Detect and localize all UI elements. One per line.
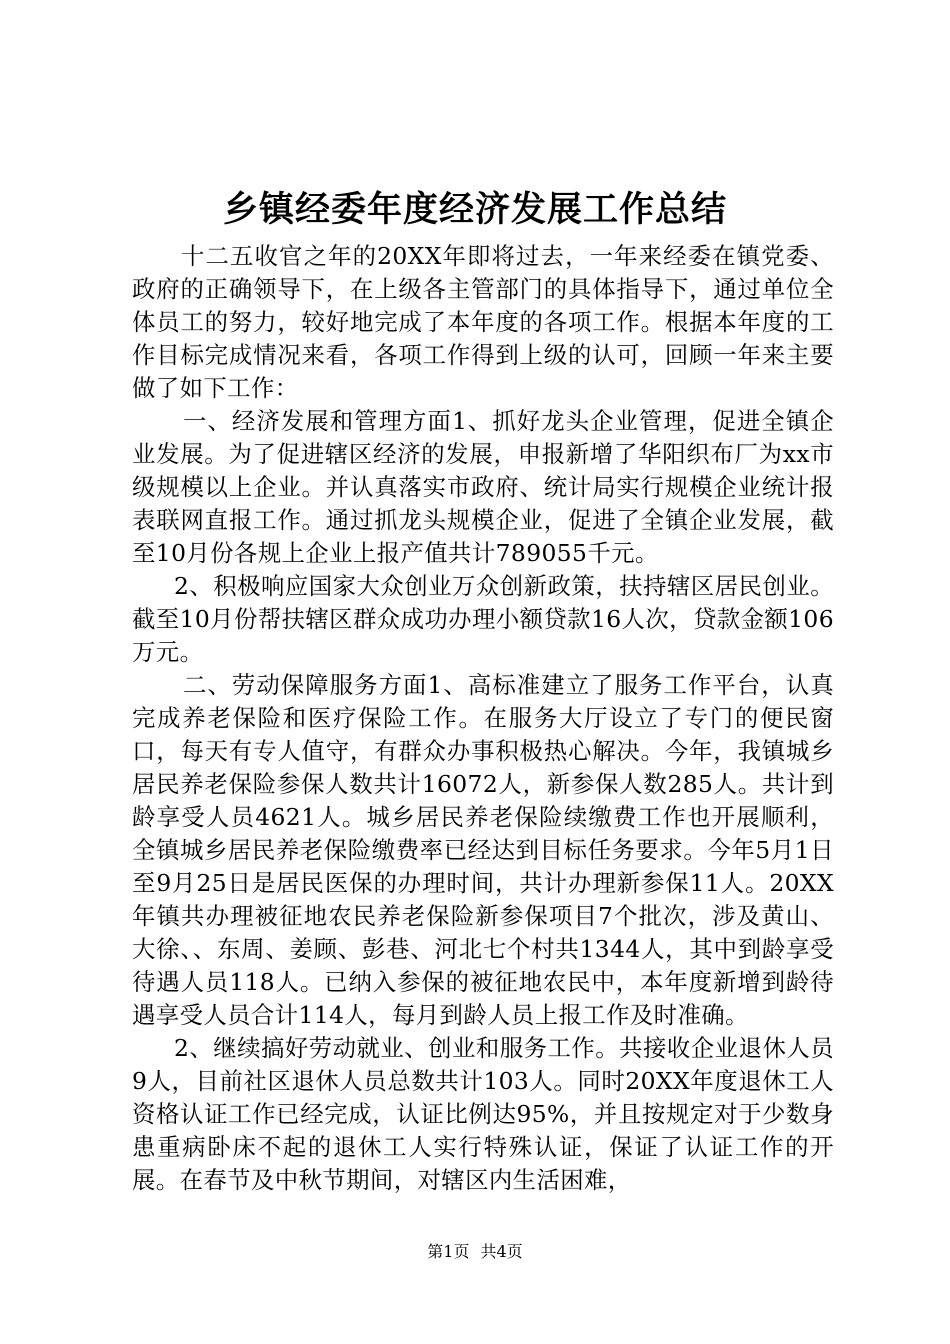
page-total: 共4页 <box>480 1242 523 1261</box>
page-number: 第1页 <box>427 1242 470 1261</box>
paragraph-intro: 十二五收官之年的20XX年即将过去，一年来经委在镇党委、政府的正确领导下，在上级各主管部门的具体指导下，通过单位全体员工的努力，较好地完成了本年度的各项工作。根据本年度的工作目标完成情况来看，各项工作得到上级的认可，回顾一年来主要做了如下工作： <box>132 242 834 402</box>
document-title: 乡镇经委年度经济发展工作总结 <box>222 189 727 230</box>
paragraph-economic-development: 一、经济发展和管理方面1、抓好龙头企业管理，促进全镇企业发展。为了促进辖区经济的发展，申报新增了华阳织布厂为xx市级规模以上企业。并认真落实市政府、统计局实行规模企业统计报表联网直报工作。通过抓龙头规模企业，促进了全镇企业发展，截至10月份各规上企业上报产值共计789055千元。 <box>132 407 834 567</box>
paragraph-entrepreneurship: 2、积极响应国家大众创业万众创新政策，扶持辖区居民创业。截至10月份帮扶辖区群众成功办理小额贷款16人次，贷款金额106万元。 <box>132 572 834 666</box>
paragraph-employment-services: 2、继续搞好劳动就业、创业和服务工作。共接收企业退休人员9人，目前社区退休人员总数共计103人。同时20XX年度退休工人资格认证工作已经完成，认证比例达95%，并且按规定对于少数身患重病卧床不起的退休工人实行特殊认证，保证了认证工作的开展。在春节及中秋节期间，对辖区内生活困难， <box>132 1034 834 1194</box>
paragraph-labor-security: 二、劳动保障服务方面1、高标准建立了服务工作平台，认真完成养老保险和医疗保险工作。在服务大厅设立了专门的便民窗口，每天有专人值守，有群众办事积极热心解决。今年，我镇城乡居民养老保险参保人数共计16072人，新参保人数285人。共计到龄享受人员4621人。城乡居民养老保险续缴费工作也开展顺利，全镇城乡居民养老保险缴费率已经达到目标任务要求。今年5月1日至9月25日是居民医保的办理时间，共计办理新参保11人。20XX年镇共办理被征地农民养老保险新参保项目7个批次，涉及黄山、大徐、、东周、姜顾、彭巷、河北七个村共1344人，其中到龄享受待遇人员118人。已纳入参保的被征地农民中，本年度新增到龄待遇享受人员合计114人，每月到龄人员上报工作及时准确。 <box>132 671 834 1029</box>
document-body <box>132 240 834 1197</box>
page-footer <box>0 1242 950 1262</box>
